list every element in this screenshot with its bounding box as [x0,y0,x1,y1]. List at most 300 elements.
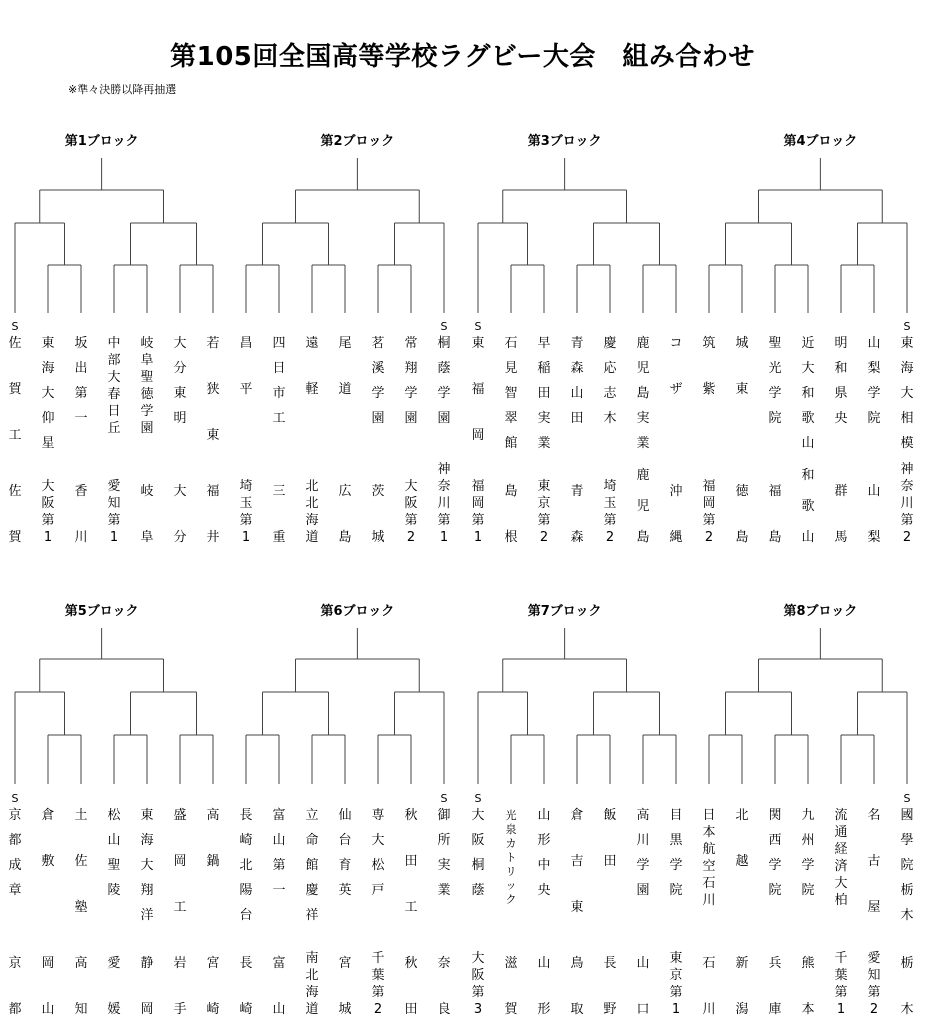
prefecture-char: 阪 [471,968,485,983]
school-char: 田 [570,411,584,426]
school-char: 実 [537,411,551,426]
team-name [628,808,658,1018]
school-char: 高 [206,808,220,823]
school-char: 業 [636,436,650,451]
prefecture-char: 広 [338,484,352,499]
team-name [661,336,691,546]
team-name [694,808,724,1018]
school-char: 中 [107,336,121,351]
team-name [330,336,360,546]
prefecture-char: 岡 [41,956,55,971]
school-char: 川 [702,893,716,908]
prefecture-char: 京 [537,496,551,511]
school-char: 徳 [140,387,154,402]
school-char: 業 [437,883,451,898]
school-char: 歌 [801,411,815,426]
school-char: 院 [669,883,683,898]
prefecture-char: 川 [74,530,88,545]
block-label: 第7ブロック [527,604,602,619]
school-char: 和 [834,361,848,376]
school-char: 川 [636,833,650,848]
school-char: 早 [537,336,551,351]
team-name [463,808,493,1018]
school-char: 州 [801,833,815,848]
school-char: 翔 [404,361,418,376]
school-char: 山 [537,808,551,823]
prefecture-char: 道 [305,1002,319,1017]
team-name [165,808,195,1018]
school-char: 桐 [437,336,451,351]
block-label: 第1ブロック [64,134,139,149]
school-char: 学 [867,386,881,401]
team-name [760,808,790,1018]
prefecture-char: 第 [107,513,121,528]
prefecture-char: 1 [473,530,483,545]
school-char: 大 [173,336,187,351]
school-char: 見 [504,361,518,376]
prefecture-char: 城 [338,1002,352,1017]
school-char: 屋 [867,900,881,915]
prefecture-char: 分 [173,530,187,545]
school-char: 蔭 [471,883,485,898]
team-name [760,336,790,546]
school-char: 央 [537,883,551,898]
prefecture-char: 良 [437,1002,451,1017]
team-name [429,336,459,546]
prefecture-char: 第 [669,985,683,1000]
school-char: 若 [206,336,220,351]
school-char: 英 [338,883,352,898]
school-char: 東 [173,386,187,401]
prefecture-char: 沖 [669,484,683,499]
prefecture-char: 埼 [603,479,617,494]
school-char: ザ [669,382,683,397]
prefecture-char: 木 [900,1002,914,1017]
prefecture-char: 島 [636,530,650,545]
school-char: 工 [173,900,187,915]
prefecture-char: 山 [801,530,815,545]
school-char: 流 [834,808,848,823]
school-char: 済 [834,859,848,874]
prefecture-char: 富 [272,956,286,971]
prefecture-char: 川 [702,1002,716,1017]
prefecture-char: 1 [439,530,449,545]
school-char: 大 [900,386,914,401]
prefecture-char: 阪 [404,496,418,511]
seed-mark: S [474,320,482,333]
prefecture-char: 玉 [239,496,253,511]
prefecture-char: 大 [471,951,485,966]
prefecture-char: 大 [404,479,418,494]
prefecture-char: 岡 [140,1002,154,1017]
team-name [859,808,889,1018]
school-char: 島 [636,386,650,401]
school-char: 山 [272,833,286,848]
prefecture-char: 第 [404,513,418,528]
prefecture-char: 静 [140,956,154,971]
prefecture-char: 第 [471,985,485,1000]
school-char: 本 [702,825,716,840]
school-char: 和 [801,386,815,401]
prefecture-char: 取 [570,1002,584,1017]
school-char: 平 [239,382,253,397]
school-char: 志 [603,386,617,401]
prefecture-char: 宮 [338,956,352,971]
school-char: 賀 [8,382,22,397]
prefecture-char: 三 [272,484,286,499]
block-label: 第3ブロック [527,134,602,149]
school-char: 大 [471,808,485,823]
prefecture-char: 第 [471,513,485,528]
prefecture-char: 山 [867,484,881,499]
team-name [99,808,129,1018]
seed-mark: S [11,320,19,333]
team-name [33,808,63,1018]
team-name [198,336,228,546]
prefecture-char: 1 [671,1002,681,1017]
school-char: 日 [272,361,286,376]
prefecture-char: 崎 [239,1002,253,1017]
prefecture-char: 歌 [801,499,815,514]
school-char: 長 [239,808,253,823]
school-char: 大 [371,833,385,848]
prefecture-char: 奈 [437,479,451,494]
prefecture-char: 群 [834,484,848,499]
school-char: 松 [107,808,121,823]
prefecture-char: 神 [900,462,914,477]
school-char: 中 [537,858,551,873]
school-char: 松 [371,858,385,873]
school-char: 北 [735,808,749,823]
seed-mark: S [474,792,482,805]
team-name [628,336,658,546]
team-name [496,336,526,546]
prefecture-char: 南 [305,951,319,966]
team-name [826,808,856,1018]
prefecture-char: 第 [834,985,848,1000]
prefecture-char: 2 [539,530,549,545]
seed-mark: S [903,320,911,333]
school-char: 業 [537,436,551,451]
prefecture-char: 1 [43,530,53,545]
school-char: 昌 [239,336,253,351]
prefecture-char: 田 [404,1002,418,1017]
school-char: ッ [505,879,517,892]
prefecture-char: 城 [371,530,385,545]
prefecture-char: 千 [371,951,385,966]
prefecture-char: 東 [669,951,683,966]
school-char: 光 [768,361,782,376]
prefecture-char: 第 [867,985,881,1000]
school-char: 市 [272,386,286,401]
prefecture-char: 3 [473,1002,483,1017]
school-char: 航 [702,842,716,857]
team-name [297,336,327,546]
school-char: 園 [371,411,385,426]
prefecture-char: 岩 [173,956,187,971]
school-char: 倉 [41,808,55,823]
school-char: 紫 [702,382,716,397]
prefecture-char: 崎 [206,1002,220,1017]
prefecture-char: 媛 [107,1002,121,1017]
prefecture-char: 葉 [834,968,848,983]
prefecture-char: 第 [537,513,551,528]
prefecture-char: 野 [603,1002,617,1017]
school-char: 九 [801,808,815,823]
team-name [66,808,96,1018]
school-char: 狭 [206,382,220,397]
prefecture-char: 山 [41,1002,55,1017]
prefecture-char: 2 [869,1002,879,1017]
school-char: 一 [74,411,88,426]
prefecture-char: 阪 [41,496,55,511]
team-name [330,808,360,1018]
team-name [0,336,30,546]
school-char: 一 [272,883,286,898]
school-char: 栃 [900,883,914,898]
school-char: 学 [636,858,650,873]
school-char: 実 [437,858,451,873]
school-char: 学 [140,404,154,419]
prefecture-char: 第 [437,513,451,528]
team-name [463,336,493,546]
prefecture-char: 森 [570,530,584,545]
prefecture-char: 2 [704,530,714,545]
school-char: 柏 [834,893,848,908]
school-char: 田 [537,386,551,401]
school-char: 明 [834,336,848,351]
school-char: 相 [900,411,914,426]
prefecture-char: 岡 [471,496,485,511]
prefecture-char: 愛 [107,479,121,494]
prefecture-char: 長 [603,956,617,971]
school-char: 桐 [471,858,485,873]
prefecture-char: 知 [107,496,121,511]
prefecture-char: 新 [735,956,749,971]
prefecture-char: 児 [636,499,650,514]
school-char: 稲 [537,361,551,376]
school-char: 鹿 [636,336,650,351]
seed-mark: S [903,792,911,805]
team-name [661,808,691,1018]
school-char: 院 [801,883,815,898]
school-char: 木 [900,908,914,923]
school-char: 阪 [471,833,485,848]
team-name [496,808,526,1018]
prefecture-char: 賀 [504,1002,518,1017]
prefecture-char: 山 [636,956,650,971]
prefecture-char: 第 [702,513,716,528]
prefecture-char: 第 [41,513,55,528]
school-char: 倉 [570,808,584,823]
prefecture-char: 1 [241,530,251,545]
team-name [727,336,757,546]
prefecture-char: 島 [338,530,352,545]
school-char: 院 [768,411,782,426]
prefecture-char: 長 [239,956,253,971]
team-name [132,336,162,546]
prefecture-char: 潟 [735,1002,749,1017]
school-char: 園 [437,411,451,426]
school-char: 学 [768,386,782,401]
prefecture-char: 福 [768,484,782,499]
prefecture-char: 宮 [206,956,220,971]
school-char: 児 [636,361,650,376]
school-char: 溪 [371,361,385,376]
school-char: 坂 [74,336,88,351]
school-char: 常 [404,336,418,351]
school-char: 模 [900,436,914,451]
prefecture-char: 2 [605,530,615,545]
school-char: 県 [834,386,848,401]
school-char: 院 [768,883,782,898]
school-char: 日 [107,404,121,419]
school-char: 聖 [107,858,121,873]
team-name [793,808,823,1018]
school-char: 東 [471,336,485,351]
team-name [892,808,922,1018]
school-char: 石 [504,336,518,351]
school-char: 茗 [371,336,385,351]
block-label: 第6ブロック [320,604,395,619]
school-char: 城 [735,336,749,351]
school-char: 田 [603,854,617,869]
lottery-note: ※準々決勝以降再抽選 [68,83,177,96]
school-char: 田 [404,854,418,869]
team-name [198,808,228,1018]
school-char: 館 [504,436,518,451]
school-char: 國 [900,808,914,823]
school-char: 成 [8,858,22,873]
school-char: 日 [702,808,716,823]
school-char: 盛 [173,808,187,823]
school-char: ク [505,893,517,906]
prefecture-char: 都 [8,1002,22,1017]
school-char: 育 [338,858,352,873]
school-char: 森 [570,361,584,376]
school-char: 応 [603,361,617,376]
school-char: 東 [140,808,154,823]
prefecture-char: 道 [305,530,319,545]
prefecture-char: 佐 [8,484,22,499]
prefecture-char: 島 [504,484,518,499]
school-char: 分 [173,361,187,376]
school-char: 台 [239,908,253,923]
school-char: 学 [801,858,815,873]
school-char: 石 [702,876,716,891]
school-char: 洋 [140,908,154,923]
school-char: 丘 [107,421,121,436]
prefecture-char: 阜 [140,530,154,545]
prefecture-char: 2 [406,530,416,545]
page-title: 第105回全国高等学校ラグビー大会 組み合わせ [170,42,755,72]
school-char: 塾 [74,900,88,915]
school-char: 海 [900,361,914,376]
team-name [264,336,294,546]
prefecture-char: 和 [801,468,815,483]
school-char: 学 [437,386,451,401]
prefecture-char: 島 [768,530,782,545]
school-char: 大 [801,361,815,376]
prefecture-char: 2 [902,530,912,545]
school-char: 佐 [8,336,22,351]
school-char: カ [505,837,517,850]
prefecture-char: 福 [702,479,716,494]
team-name [694,336,724,546]
prefecture-char: 滋 [504,956,518,971]
school-char: 仙 [338,808,352,823]
school-char: 東 [206,428,220,443]
team-name [33,336,63,546]
school-char: 聖 [768,336,782,351]
school-char: 岡 [471,428,485,443]
school-char: 工 [8,428,22,443]
prefecture-char: 馬 [834,530,848,545]
team-name [363,336,393,546]
prefecture-char: 熊 [801,956,815,971]
prefecture-char: 青 [570,484,584,499]
school-char: 飯 [603,808,617,823]
school-char: 海 [41,361,55,376]
school-char: 都 [8,833,22,848]
school-char: 御 [437,808,451,823]
prefecture-char: 大 [41,479,55,494]
block-label: 第8ブロック [783,604,858,619]
prefecture-char: 手 [173,1002,187,1017]
block-label: 第4ブロック [783,134,858,149]
prefecture-char: 栃 [900,956,914,971]
school-char: リ [505,865,517,878]
school-char: 山 [801,436,815,451]
prefecture-char: 北 [305,968,319,983]
school-char: 越 [735,854,749,869]
school-char: 仰 [41,411,55,426]
team-name [529,336,559,546]
prefecture-char: 福 [471,479,485,494]
team-name [396,336,426,546]
team-name [859,336,889,546]
team-name [727,808,757,1018]
prefecture-char: 口 [636,1002,650,1017]
school-char: 翔 [140,883,154,898]
team-name [595,336,625,546]
school-char: 崎 [239,833,253,848]
school-char: 京 [8,808,22,823]
school-char: 春 [107,387,121,402]
school-char: 山 [867,336,881,351]
school-char: 岡 [173,854,187,869]
prefecture-char: 香 [74,484,88,499]
school-char: 古 [867,854,881,869]
school-char: 台 [338,833,352,848]
seed-mark: S [440,320,448,333]
seed-mark: S [440,792,448,805]
school-char: 第 [272,858,286,873]
school-char: 立 [305,808,319,823]
team-name [0,808,30,1018]
team-name [165,336,195,546]
prefecture-char: 知 [74,1002,88,1017]
school-char: 院 [900,858,914,873]
school-char: 学 [768,858,782,873]
school-char: 形 [537,833,551,848]
school-char: 陽 [239,883,253,898]
school-char: 尾 [338,336,352,351]
school-char: 園 [404,411,418,426]
school-char: 学 [404,386,418,401]
school-char: 第 [74,386,88,401]
school-char: 泉 [505,823,517,836]
